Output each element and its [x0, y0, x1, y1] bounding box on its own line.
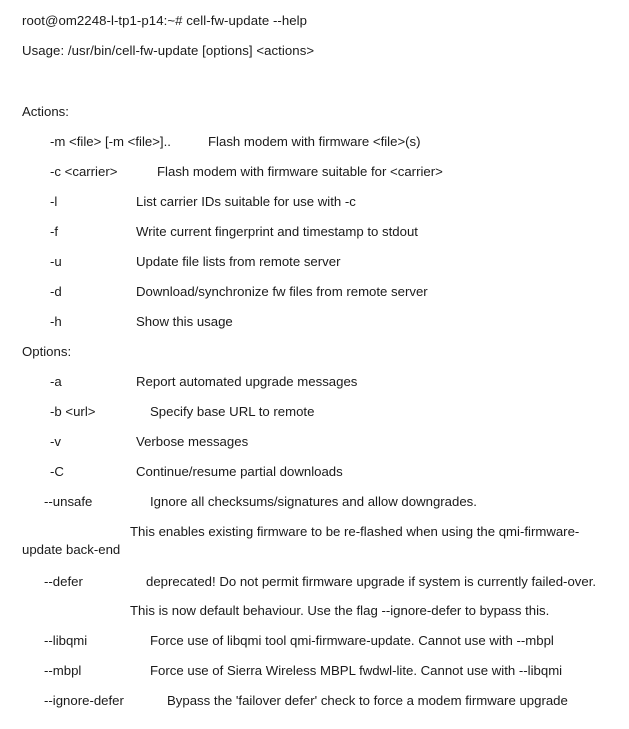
action-flag: -d	[50, 284, 62, 299]
action-description: Write current fingerprint and timestamp to stdout	[136, 224, 418, 239]
option-description: Force use of libqmi tool qmi-firmware-update. Cannot use with --mbpl	[150, 633, 554, 648]
action-flag: -u	[50, 254, 62, 269]
option-flag: -C	[50, 464, 64, 479]
option-flag: --libqmi	[44, 633, 88, 648]
option-flag: --mbpl	[44, 663, 82, 678]
option-description: Ignore all checksums/signatures and allow downgrades.	[150, 494, 477, 509]
unsafe-note-line-2: update back-end	[22, 542, 121, 557]
option-description: deprecated! Do not permit firmware upgrade if system is currently failed-over.	[146, 574, 597, 589]
action-description: Show this usage	[136, 314, 233, 329]
action-description: Flash modem with firmware <file>(s)	[208, 134, 421, 149]
usage-line: Usage: /usr/bin/cell-fw-update [options] <actions>	[22, 43, 315, 58]
option-flag: -v	[50, 434, 61, 449]
actions-section-heading: Actions:	[22, 104, 69, 119]
option-flag: -a	[50, 374, 62, 389]
action-description: List carrier IDs suitable for use with -c	[136, 194, 356, 209]
option-description: Force use of Sierra Wireless MBPL fwdwl-lite. Cannot use with --libqmi	[150, 663, 563, 678]
option-flag: --unsafe	[44, 494, 93, 509]
options-section-heading: Options:	[22, 344, 72, 359]
option-flag: -b <url>	[50, 404, 96, 419]
action-description: Download/synchronize fw files from remote server	[136, 284, 428, 299]
action-description: Update file lists from remote server	[136, 254, 341, 269]
shell-prompt-line: root@om2248-l-tp1-p14:~# cell-fw-update --help	[22, 13, 308, 28]
option-description: Bypass the 'failover defer' check to force a modem firmware upgrade	[167, 693, 568, 708]
action-flag: -f	[50, 224, 59, 239]
option-flag: --defer	[44, 574, 83, 589]
option-description: Report automated upgrade messages	[136, 374, 358, 389]
option-description: Verbose messages	[136, 434, 249, 449]
option-flag: --ignore-defer	[44, 693, 124, 708]
action-description: Flash modem with firmware suitable for <carrier>	[157, 164, 443, 179]
unsafe-note-line-1: This enables existing firmware to be re-flashed when using the qmi-firmware-	[130, 524, 580, 539]
action-flag: -h	[50, 314, 62, 329]
option-description: Continue/resume partial downloads	[136, 464, 343, 479]
action-flag: -m <file> [-m <file>]..	[50, 134, 171, 149]
action-flag: -l	[50, 194, 58, 209]
action-flag: -c <carrier>	[50, 164, 118, 179]
defer-note-line: This is now default behaviour. Use the flag --ignore-defer to bypass this.	[130, 603, 550, 618]
option-description: Specify base URL to remote	[150, 404, 315, 419]
